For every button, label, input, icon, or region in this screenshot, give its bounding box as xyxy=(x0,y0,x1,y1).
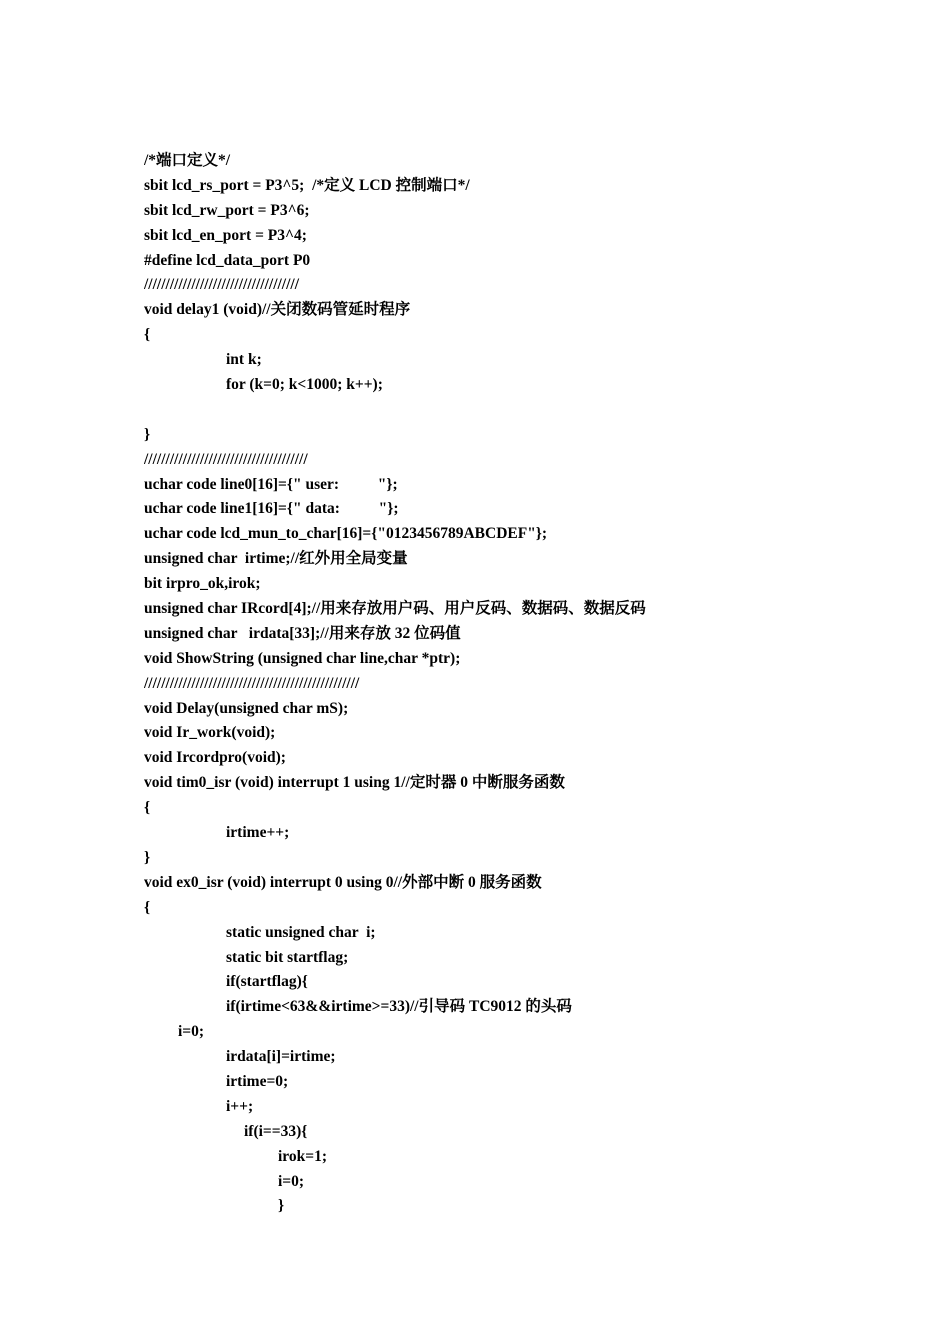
code-line: { xyxy=(144,326,151,344)
code-line: ////////////////////////////////////// xyxy=(144,450,308,468)
code-line xyxy=(144,398,924,423)
code-line: } xyxy=(144,425,151,443)
code-line: ////////////////////////////////////////////////// xyxy=(144,674,360,692)
code-line: void delay1 (void)//关闭数码管延时程序 xyxy=(144,301,411,319)
code-line: irtime=0; xyxy=(226,1072,289,1090)
code-line: } xyxy=(278,1197,285,1215)
code-line: if(irtime<63&&irtime>=33)//引导码 TC9012 的头码 xyxy=(226,998,572,1016)
code-line: //////////////////////////////////// xyxy=(144,276,300,294)
code-line: void ex0_isr (void) interrupt 0 using 0//外部中断 0 服务函数 xyxy=(144,873,542,891)
code-line: void Delay(unsigned char mS); xyxy=(144,699,349,717)
code-line: unsigned char IRcord[4];//用来存放用户码、用户反码、数据码、数据反码 xyxy=(144,600,646,618)
code-line: sbit lcd_rw_port = P3^6; xyxy=(144,201,310,219)
code-line: i=0; xyxy=(178,1023,205,1041)
code-line: { xyxy=(144,799,151,817)
code-line: irdata[i]=irtime; xyxy=(226,1048,336,1066)
code-line: uchar code lcd_mun_to_char[16]={"0123456789ABCDEF"}; xyxy=(144,525,548,543)
code-line: unsigned char irtime;//红外用全局变量 xyxy=(144,550,408,568)
code-line: bit irpro_ok,irok; xyxy=(144,575,261,593)
code-line: sbit lcd_en_port = P3^4; xyxy=(144,226,307,244)
code-line: irok=1; xyxy=(278,1147,328,1165)
code-line: static bit startflag; xyxy=(226,948,349,966)
code-line: uchar code line0[16]={" user: "}; xyxy=(144,475,398,493)
code-line: int k; xyxy=(226,351,262,369)
code-line: void Ir_work(void); xyxy=(144,724,276,742)
code-line: #define lcd_data_port P0 xyxy=(144,251,311,269)
code-line: void ShowString (unsigned char line,char *ptr); xyxy=(144,649,461,667)
code-line: i++; xyxy=(226,1097,254,1115)
code-line: uchar code line1[16]={" data: "}; xyxy=(144,500,399,518)
code-line: void tim0_isr (void) interrupt 1 using 1//定时器 0 中断服务函数 xyxy=(144,774,565,792)
code-line: if(i==33){ xyxy=(244,1122,308,1140)
code-line: for (k=0; k<1000; k++); xyxy=(226,376,383,394)
code-line: unsigned char irdata[33];//用来存放 32 位码值 xyxy=(144,624,461,642)
code-line: irtime++; xyxy=(226,824,290,842)
code-line: } xyxy=(144,848,151,866)
code-line: sbit lcd_rs_port = P3^5; /*定义 LCD 控制端口*/ xyxy=(144,176,470,194)
code-line: { xyxy=(144,898,151,916)
code-line: if(startflag){ xyxy=(226,973,308,991)
code-line: i=0; xyxy=(278,1172,305,1190)
code-line: static unsigned char i; xyxy=(226,923,376,941)
code-line: void Ircordpro(void); xyxy=(144,749,286,767)
code-listing xyxy=(144,149,924,1219)
code-line: /*端口定义*/ xyxy=(144,152,231,169)
